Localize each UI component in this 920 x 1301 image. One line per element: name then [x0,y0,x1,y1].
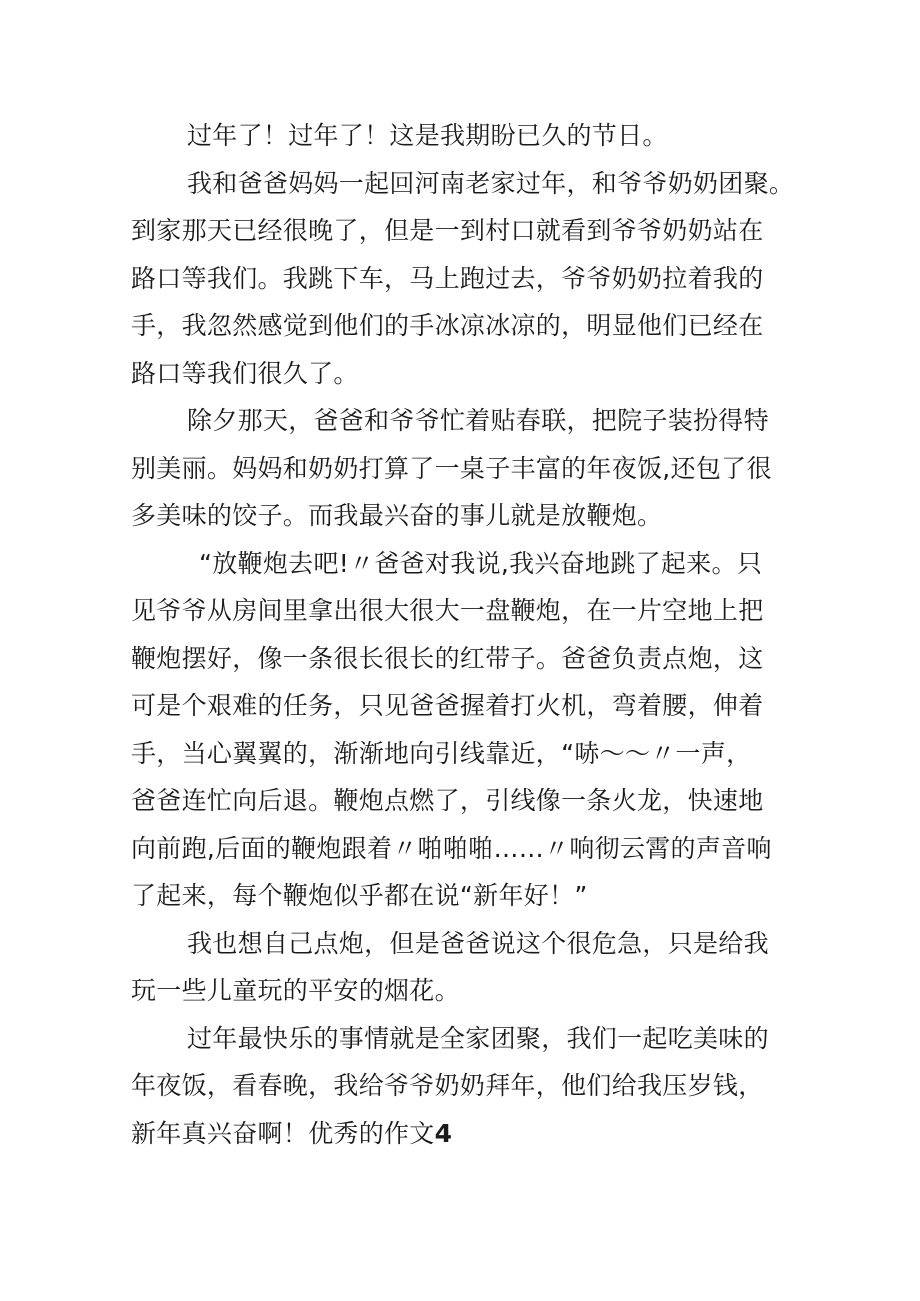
essay-line: 多美味的饺子。而我最兴奋的事儿就是放鞭炮。 [131,501,663,530]
essay-line: 见爷爷从房间里拿出很大很大一盘鞭炮，在一片空地上把 [131,596,764,625]
essay-line: 了起来，每个鞭炮似乎都在说“新年好！” [131,881,588,910]
essay-line: 向前跑,后面的鞭炮跟着〃啪啪啪……〃响彻云霄的声音响 [131,833,772,863]
essay-line: 别美丽。妈妈和奶奶打算了一桌子丰富的年夜饭,还包了很 [131,453,772,483]
essay-line: 到家那天已经很晚了，但是一到村口就看到爷爷奶奶站在 [131,216,764,245]
essay-line: “放鞭炮去吧!〃爸爸对我说,我兴奋地跳了起来。只 [199,548,763,578]
essay-final-line [131,1110,801,1158]
essay-line: 玩一些儿童玩的平安的烟花。 [131,976,460,1005]
essay-line: 我和爸爸妈妈一起回河南老家过年，和爷爷奶奶团聚。 [187,168,795,198]
essay-line: 过年了！过年了！这是我期盼已久的节日。 [187,121,668,150]
essay-line: 手，当心翼翼的，渐渐地向引线靠近，“哧〜〜〃一声， [131,738,752,768]
essay-line: 鞭炮摆好，像一条很长很长的红带子。爸爸负责点炮，这 [131,643,764,673]
essay-line: 可是个艰难的任务，只见爸爸握着打火机，弯着腰，伸着 [131,691,764,720]
essay-number: 4 [434,1118,453,1148]
essay-line: 爸爸连忙向后退。鞭炮点燃了，引线像一条火龙，快速地 [131,786,764,815]
essay-line: 路口等我们。我跳下车，马上跑过去，爷爷奶奶拉着我的 [131,263,764,293]
essay-line: 路口等我们很久了。 [131,358,359,388]
essay-line: 手，我忽然感觉到他们的手冰凉冰凉的，明显他们已经在 [131,311,764,340]
essay-body [131,112,801,1157]
essay-final-text: 新年真兴奋啊！优秀的作文 [131,1118,435,1148]
essay-line: 过年最快乐的事情就是全家团聚，我们一起吃美味的 [187,1023,769,1053]
essay-line: 我也想自己点炮，但是爸爸说这个很危急，只是给我 [187,928,769,958]
essay-line: 除夕那天，爸爸和爷爷忙着贴春联，把院子装扮得特 [187,406,769,435]
essay-line: 年夜饭，看春晚，我给爷爷奶奶拜年，他们给我压岁钱， [131,1071,764,1100]
